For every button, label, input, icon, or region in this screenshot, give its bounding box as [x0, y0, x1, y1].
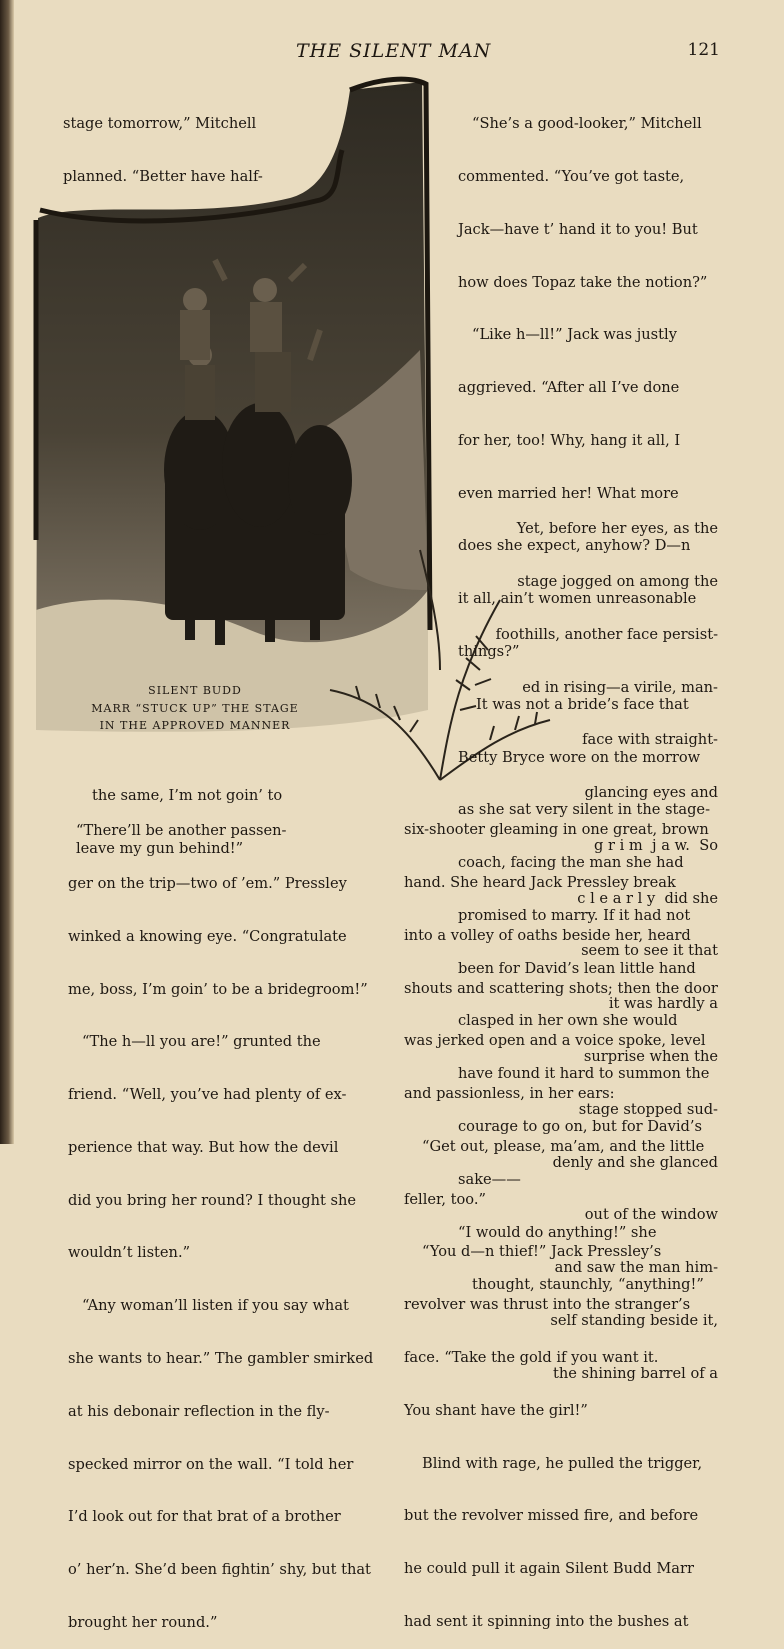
text-line: how does Topaz take the notion?”: [458, 273, 708, 291]
text-line: ger on the trip—two of ’em.” Pressley: [68, 874, 347, 892]
text-line: Jack—have t’ hand it to you! But: [458, 220, 698, 238]
text-line: I’d look out for that brat of a brother: [68, 1508, 341, 1526]
text-line: “Any woman’ll listen if you say what: [82, 1297, 349, 1315]
text-line: the shining barrel of a: [552, 1364, 718, 1382]
text-line: shouts and scattering shots; then the door: [404, 979, 718, 997]
text-line: feller, too.”: [404, 1190, 486, 1208]
text-line: aggrieved. “After all I’ve done: [458, 379, 680, 397]
text-line: stage tomorrow,” Mitchell: [63, 115, 257, 133]
text-line: coach, facing the man she had: [458, 854, 684, 872]
text-line: c l e a r l y did she: [577, 889, 718, 907]
text-line: You shant have the girl!”: [404, 1401, 588, 1419]
text-line: denly and she glanced: [552, 1153, 718, 1171]
text-line: even married her! What more: [458, 484, 679, 502]
text-line: and saw the man him-: [554, 1259, 718, 1277]
text-line: brought her round.”: [68, 1613, 218, 1631]
text-line: self standing beside it,: [550, 1311, 718, 1329]
text-line: does she expect, anyhow? D—n: [458, 537, 691, 555]
text-line: it was hardly a: [608, 995, 718, 1013]
text-line: sake——: [458, 1170, 521, 1188]
text-line: face. “Take the gold if you want it.: [404, 1349, 659, 1366]
text-line: but the revolver missed fire, and before: [404, 1507, 699, 1525]
text-line: been for David’s lean little hand: [458, 959, 696, 977]
text-line: “Like h—ll!” Jack was justly: [472, 326, 677, 344]
text-line: was jerked open and a voice spoke, level: [404, 1032, 706, 1050]
text-line: winked a knowing eye. “Congratulate: [68, 927, 347, 945]
text-line: “She’s a good-looker,” Mitchell: [472, 115, 702, 133]
text-line: she wants to hear.” The gambler smirked: [68, 1350, 374, 1367]
text-line: Yet, before her eyes, as the: [516, 520, 718, 538]
left-column-bottom: [68, 787, 388, 1649]
caption-line: IN THE APPROVED MANNER: [99, 719, 291, 732]
text-line: glancing eyes and: [584, 784, 718, 802]
text-line: specked mirror on the wall. “I told her: [68, 1455, 354, 1473]
text-line: out of the window: [584, 1206, 718, 1224]
text-line: had sent it spinning into the bushes at: [404, 1612, 689, 1630]
text-line: g r i m j a w. So: [594, 836, 718, 854]
text-line: for her, too! Why, hang it all, I: [458, 431, 681, 449]
text-line: friend. “Well, you’ve had plenty of ex-: [68, 1086, 347, 1104]
text-line: seem to see it that: [581, 942, 718, 960]
text-line: stage jogged on among the: [517, 572, 718, 590]
right-column-bottom: [404, 786, 722, 1648]
text-line: perience that way. But how the devil: [68, 1138, 339, 1156]
running-title: THE SILENT MAN: [296, 40, 492, 62]
text-line: o’ her’n. She’d been fightin’ shy, but that: [68, 1561, 371, 1579]
text-line: he could pull it again Silent Budd Marr: [404, 1560, 694, 1578]
text-line: me, boss, I’m goin’ to be a bridegroom!”: [68, 980, 368, 998]
text-line: six-shooter gleaming in one great, brown: [404, 821, 709, 839]
text-line: stage stopped sud-: [578, 1100, 718, 1118]
text-line: at his debonair reflection in the fly-: [68, 1402, 330, 1420]
photo-caption: [70, 682, 320, 735]
text-line: face with straight-: [582, 731, 718, 749]
text-line: planned. “Better have half-: [63, 167, 263, 185]
text-line: “You d—n thief!” Jack Pressley’s: [422, 1243, 662, 1261]
text-line: Betty Bryce wore on the morrow: [458, 748, 701, 766]
page-header: [60, 40, 720, 64]
text-line: “I would do anything!” she: [458, 1223, 657, 1241]
text-line: Blind with rage, he pulled the trigger,: [422, 1454, 703, 1472]
text-line: ed in rising—a virile, man-: [522, 678, 718, 696]
text-line: as she sat very silent in the stage-: [458, 801, 710, 819]
text-line: into a volley of oaths beside her, heard: [404, 926, 691, 944]
text-line: did you bring her round? I thought she: [68, 1191, 357, 1209]
text-line: have found it hard to summon the: [458, 1065, 710, 1083]
text-line: thought, staunchly, “anything!”: [472, 1276, 704, 1294]
text-line: courage to go on, but for David’s: [458, 1118, 703, 1136]
text-line: it all, ain’t women unreasonable: [458, 590, 697, 608]
text-line: leave my gun behind!”: [76, 839, 244, 857]
page-number: 121: [687, 40, 720, 60]
caption-line: SILENT BUDD: [148, 684, 242, 697]
caption-line: MARR “STUCK UP” THE STAGE: [91, 701, 299, 715]
text-line: revolver was thrust into the stranger’s: [404, 1296, 691, 1314]
text-line: foothills, another face persist-: [495, 625, 718, 643]
text-line: clasped in her own she would: [458, 1012, 678, 1030]
text-line: hand. She heard Jack Pressley break: [404, 873, 676, 891]
text-line: “Get out, please, ma’am, and the little: [422, 1137, 705, 1155]
text-line: wouldn’t listen.”: [68, 1244, 191, 1262]
text-line: commented. “You’ve got taste,: [458, 167, 685, 185]
text-line: surprise when the: [583, 1048, 718, 1065]
book-spine-shadow: [0, 0, 14, 1144]
text-line: the same, I’m not goin’ to: [92, 787, 283, 805]
text-line: things?”: [458, 643, 520, 660]
text-line: “The h—ll you are!” grunted the: [82, 1033, 321, 1051]
text-line: and passionless, in her ears:: [404, 1085, 615, 1103]
text-line: “There’ll be another passen-: [76, 822, 287, 840]
text-line: It was not a bride’s face that: [476, 695, 689, 713]
text-line: promised to marry. If it had not: [458, 906, 691, 924]
